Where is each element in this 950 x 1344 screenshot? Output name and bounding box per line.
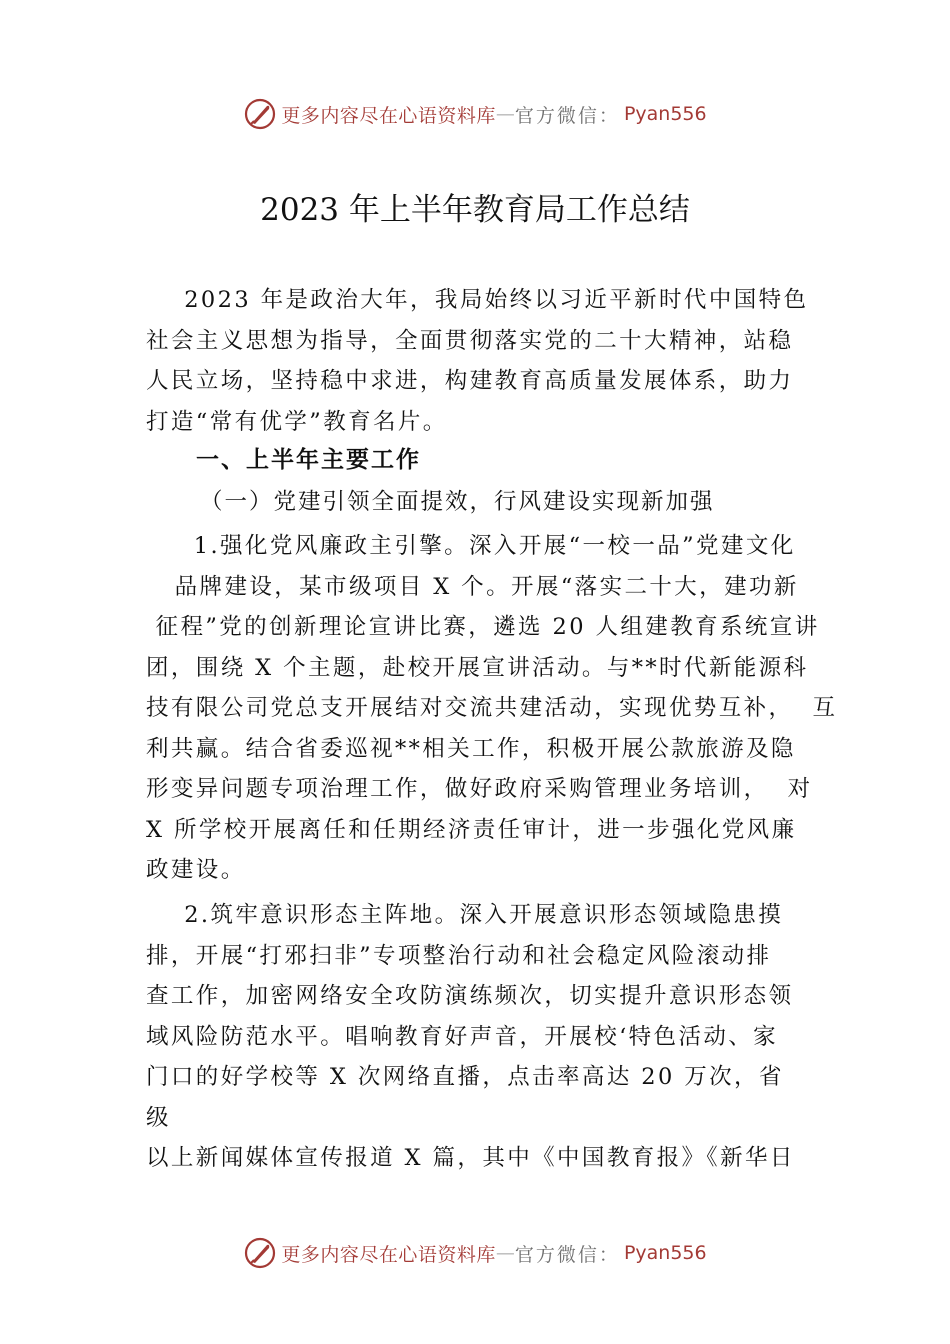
text-line: 利共赢。结合省委巡视**相关工作，积极开展公款旅游及隐 <box>146 735 796 762</box>
quill-pen-circle-icon <box>243 97 277 131</box>
text-line: 域风险防范水平。唱响教育好声音，开展校‘特色活动、家 <box>146 1023 779 1050</box>
subsection-heading: （一）党建引领全面提效，行风建设实现新加强 <box>200 489 715 515</box>
document-title: 2023 年上半年教育局工作总结 <box>260 192 690 228</box>
text-line: 形变异问题专项治理工作，做好政府采购管理业务培训， 对 <box>146 776 813 802</box>
text-line: 查工作，加密网络安全攻防演练频次，切实提升意识形态领 <box>146 983 794 1009</box>
text-line: 人民立场，坚持稳中求进，构建教育高质量发展体系，助力 <box>146 368 794 394</box>
text-line: 政建设。 <box>146 857 246 883</box>
watermark-dash: — <box>495 1242 515 1264</box>
text-line: 技有限公司党总支开展结对交流共建活动，实现优势互补， 互 <box>146 695 838 721</box>
text-line: 1.强化党风廉政主引擎。深入开展“一校一品”党建文化 <box>146 533 796 559</box>
text-line: 团，围绕 X 个主题，赴校开展宣讲活动。与**时代新能源科 <box>146 654 809 681</box>
watermark-wechat-id: Pyan556 <box>623 1242 707 1264</box>
watermark-dash: — <box>495 103 515 125</box>
item-1-paragraph <box>146 526 838 891</box>
quill-pen-circle-icon <box>243 1236 277 1270</box>
text-line: 排，开展“打邪扫非”专项整治行动和社会稳定风险滚动排 <box>146 942 772 969</box>
watermark-brand: 更多内容尽在心语资料库 <box>281 104 496 127</box>
text-line: 社会主义思想为指导，全面贯彻落实党的二十大精神，站稳 <box>146 327 794 354</box>
text-line: 2023 年是政治大年，我局始终以习近平新时代中国特色 <box>146 287 809 313</box>
watermark-wechat-label: 官方微信： <box>514 1243 620 1266</box>
text-line: 级 <box>146 1104 171 1131</box>
intro-paragraph <box>146 280 818 442</box>
text-line: 征程”党的创新理论宣讲比赛，遴选 20 人组建教育系统宣讲 <box>146 614 820 640</box>
item-2-paragraph <box>146 895 818 1179</box>
text-line: 门口的好学校等 X 次网络直播，点击率高达 20 万次，省 <box>146 1064 784 1090</box>
section-heading: 一、上半年主要工作 <box>196 447 421 473</box>
text-line: 品牌建设，某市级项目 X 个。开展“落实二十大，建功新 <box>146 573 799 600</box>
text-line: 2.筑牢意识形态主阵地。深入开展意识形态领域隐患摸 <box>146 902 784 928</box>
text-line: 打造“常有优学”教育名片。 <box>146 408 448 435</box>
watermark-footer <box>0 1233 950 1273</box>
text-line: 以上新闻媒体宣传报道 X 篇，其中《中国教育报》《新华日 <box>146 1145 795 1171</box>
text-line: X 所学校开展离任和任期经济责任审计，进一步强化党风廉 <box>146 816 797 843</box>
watermark-brand: 更多内容尽在心语资料库 <box>281 1243 496 1266</box>
watermark-header <box>0 94 950 134</box>
watermark-wechat-id: Pyan556 <box>623 103 707 125</box>
watermark-wechat-label: 官方微信： <box>514 104 620 127</box>
